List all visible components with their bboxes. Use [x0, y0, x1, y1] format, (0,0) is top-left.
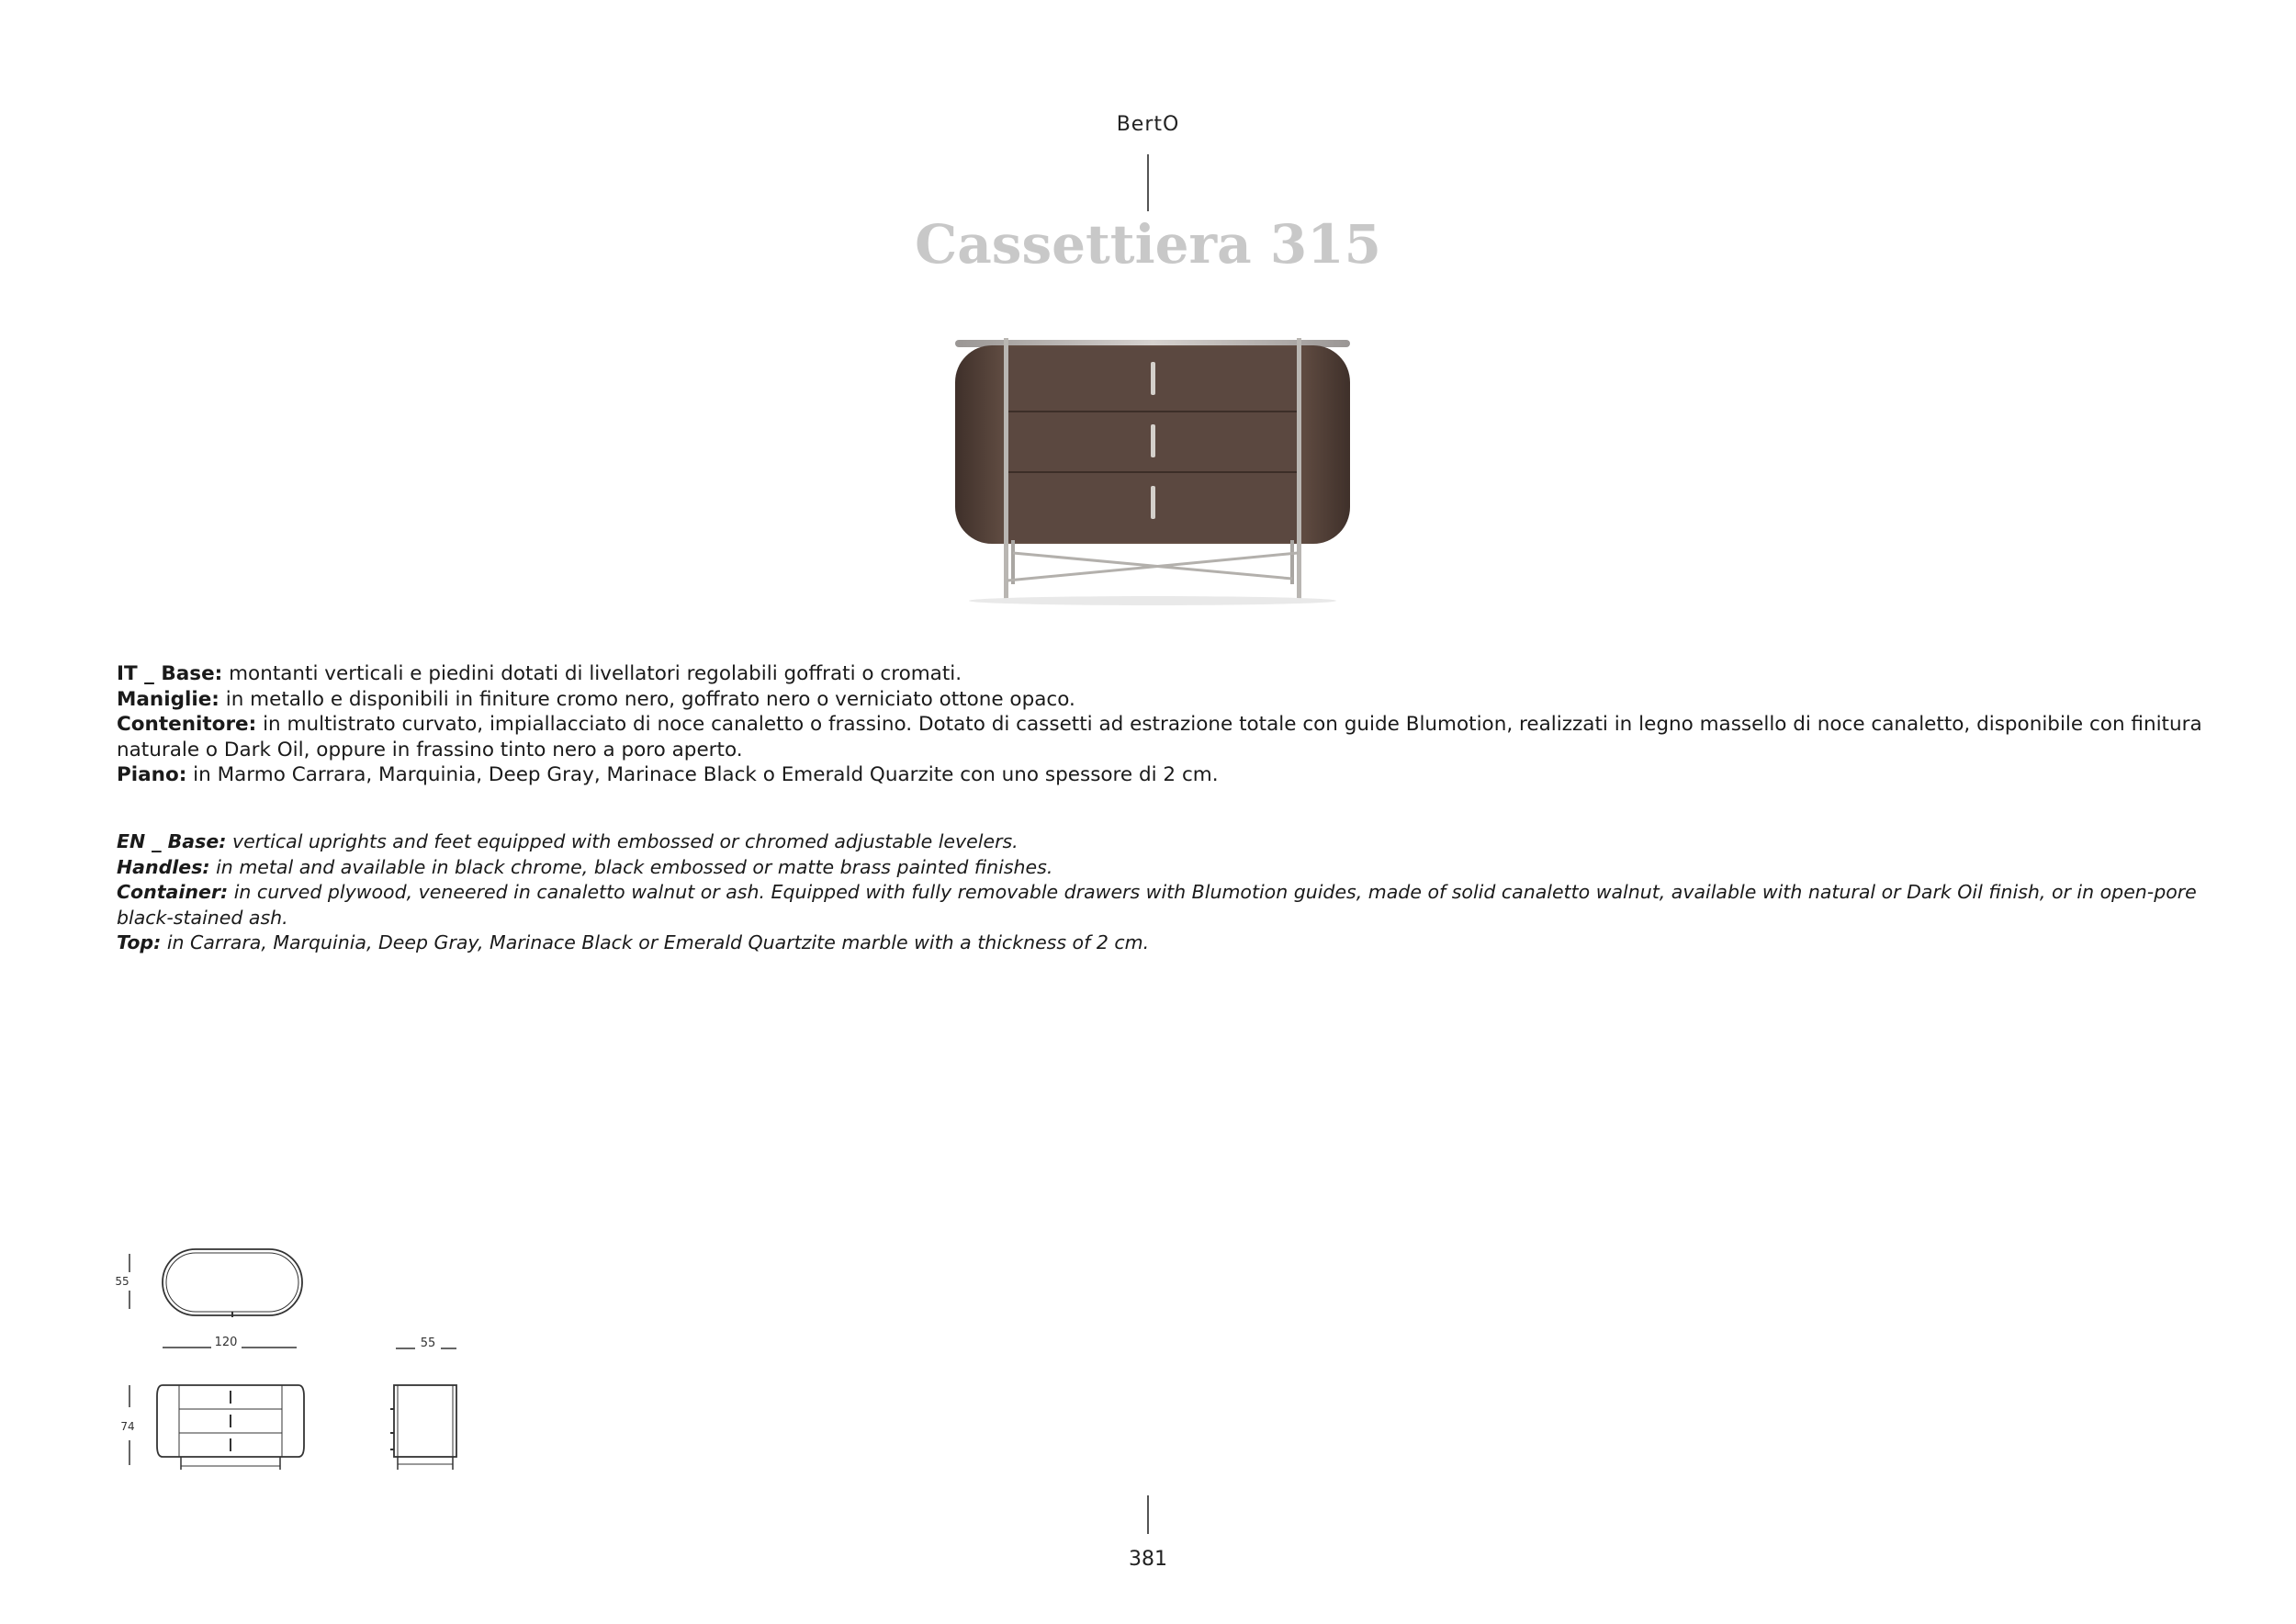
dim-side-depth: 55 [420, 1336, 436, 1350]
drawer-handle [1151, 486, 1155, 519]
dim-depth: 55 [115, 1275, 129, 1288]
drawer-handle [1151, 424, 1155, 457]
header-divider [1147, 154, 1149, 211]
brand-name: BertO [1116, 113, 1180, 136]
it-base: IT _ Base: montanti verticali e piedini dotati di livellatori regolabili goffrati o cromati. [117, 662, 962, 685]
drawer-handle [1151, 362, 1155, 395]
top-view [129, 1249, 302, 1317]
side-view [390, 1385, 456, 1470]
dim-height: 74 [120, 1420, 135, 1433]
dim-width: 120 [214, 1336, 238, 1349]
it-handles: Maniglie: in metallo e disponibili in finiture cromo nero, goffrato nero o verniciato ottone opaco. [117, 687, 1075, 711]
footer-divider [1147, 1495, 1149, 1534]
en-handles: Handles: in metal and available in black chrome, black embossed or matte brass painted finishes. [117, 855, 1053, 878]
description-it [117, 661, 2229, 788]
en-top: Top: in Carrara, Marquinia, Deep Gray, Marinace Black or Emerald Quartzite marble with a thickness of 2 cm. [117, 931, 1150, 953]
product-title: Cassettiera 315 [915, 213, 1381, 276]
en-container: Container: in curved plywood, veneered in canaletto walnut or ash. Equipped with fully removable drawers with Blumotion guides, made of solid canaletto walnut, available with natural or Dark Oil finish, or in open-pore black-stained ash. [117, 881, 2197, 929]
description-en [117, 829, 2229, 956]
page-number: 381 [1129, 1548, 1167, 1571]
product-image [951, 333, 1364, 608]
front-view [129, 1385, 304, 1470]
it-container: Contenitore: in multistrato curvato, impiallacciato di noce canaletto o frassino. Dotato di cassetti ad estrazione totale con guide Blumotion, realizzati in legno massello di noce canaletto, disponibile con finitura naturale o Dark Oil, oppure in frassino tinto nero a poro aperto. [117, 713, 2202, 761]
en-base: EN _ Base: vertical uprights and feet equipped with embossed or chromed adjustable levelers. [117, 830, 1019, 852]
metal-upright [1004, 338, 1008, 599]
it-top: Piano: in Marmo Carrara, Marquinia, Deep Gray, Marinace Black o Emerald Quarzite con uno spessore di 2 cm. [117, 763, 1219, 786]
metal-upright [1297, 338, 1301, 599]
technical-drawing [115, 1240, 482, 1479]
